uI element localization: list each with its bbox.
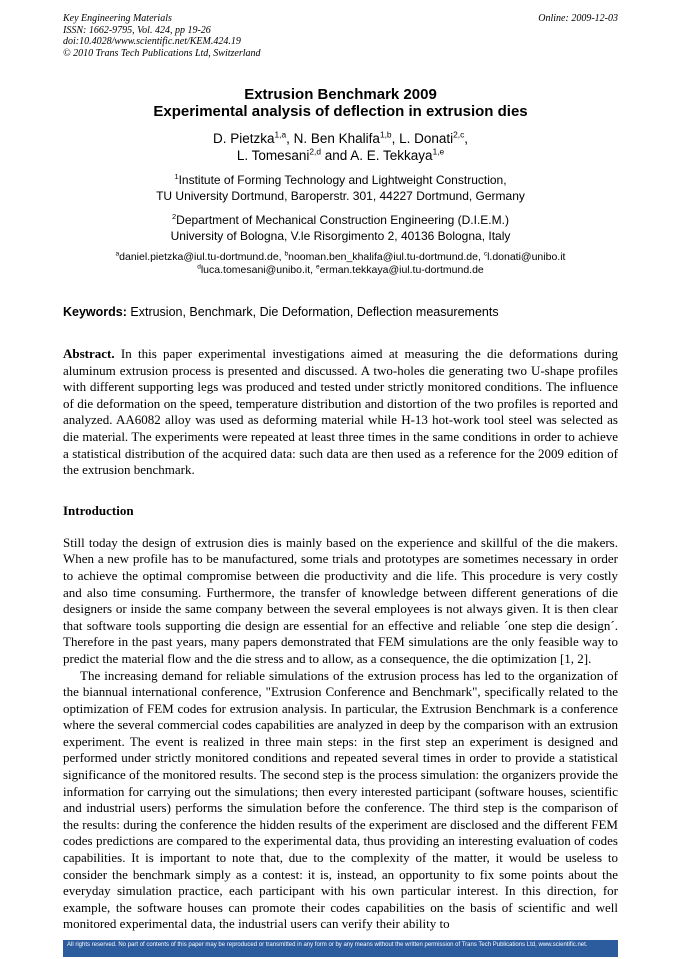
keywords-text: Extrusion, Benchmark, Die Deformation, Deflection measurements: [126, 305, 499, 319]
introduction-paragraph-1: Still today the design of extrusion dies is mainly based on the experience and skillful of the die makers. When a new profile has to be manufactured, some trials and prototypes are sometimes necessary in order to achieve the optimal compromise between die productivity and die life. This procedure is very costly and also time consuming. Furthermore, the transfer of knowledge between different generations of die designers or inside the same company between the several employees is not always given. It is then clear that software tools supporting die design are essential for an effective and reliable ´one step die design´. Therefore in the past years, many papers demonstrated that FEM simulations are the only feasible way to predict the material flow and the die stress and to allow, as a consequence, the die optimization [1, 2].: [63, 534, 618, 666]
issn-volume-line: ISSN: 1662-9795, Vol. 424, pp 19-26: [63, 24, 211, 36]
journal-name: Key Engineering Materials: [63, 13, 172, 24]
keywords-line: [63, 304, 618, 320]
authors-line2: L. Tomesani$^{2,d}$ and A. E. Tekkaya$^{1,e}$: [236, 146, 445, 163]
author-emails: [63, 251, 618, 277]
affiliation-2: [63, 213, 618, 244]
authors-line1: D. Pietzka$^{1,a}$, N. Ben Khalifa$^{1,b}$, L. Donati$^{2,c}$,: [212, 129, 469, 146]
introduction-paragraph-2: The increasing demand for reliable simulations of the extrusion process has led to the organization of the biannual international conference, "Extrusion Conference and Benchmark", specifically related to the optimization of FEM codes for extrusion analysis. In particular, the Extrusion Benchmark is a conference where the several commercial codes capabilities are analyzed in deep by the comparison with an extrusion experiment. The event is realized in three main steps: in the first step an experiment is designed and performed under strictly monitored conditions and repeated several times in order to provide a statistical significance of the monitored results. The second step is the process simulation: the organizers provide the information for carrying out the simulations; then every interested participant (software houses, scientific and industrial users) performs the simulation before the conference. The third step is the comparison of the results: during the conference the hidden results of the experiment are disclosed and the different FEM codes predictions are compared to the experimental data, thus providing an interesting evaluation of codes capabilities. It is important to note that, due to the complexity of the matter, it would be useless to consider the benchmark simply as a contest: it is, instead, an opportunity to fix some points about the everyday simulation practice, each participant with his own particular interest. In this direction, for example, the software houses can promote their codes capabilities on the basis of scientific and well monitored experimental data, the industrial users can verify their ability to: [63, 667, 618, 932]
authors-block: [63, 130, 618, 164]
doi-line: doi:10.4028/www.scientific.net/KEM.424.19: [63, 36, 241, 47]
paper-title-line2: Experimental analysis of deflection in extrusion dies: [153, 103, 528, 120]
affiliation-1-line2: TU University Dortmund, Baroperstr. 301, 44227 Dortmund, Germany: [156, 188, 525, 203]
abstract-text: In this paper experimental investigations aimed at measuring the die deformations during aluminum extrusion process is presented and discussed. A two-holes die generating two U-shape profiles with different supporting legs was produced and tested under strictly monitored conditions. The influence of die deformation on the speed, temperature distribution and distortion of the two profiles is reported and analyzed. AA6082 alloy was used as deforming material while H-13 hot-work tool steel was selected as die material. The experiments were repeated at least three times in the same conditions in order to achieve a statistical distribution of the acquired data: such data are then used as a reference for the 2009 edition of the extrusion benchmark.: [63, 346, 618, 478]
author-emails-line2: $^d$luca.tomesani@unibo.it, $^e$erman.tekkaya@iul.tu-dortmund.de: [197, 263, 484, 276]
section-heading-introduction: Introduction: [63, 502, 134, 518]
affiliation-2-line2: University of Bologna, V.le Risorgimento 2, 40136 Bologna, Italy: [170, 228, 511, 243]
affiliation-2-line1: $^2$Department of Mechanical Construction Engineering (D.I.E.M.): [172, 212, 509, 227]
author-emails-line1: $^a$daniel.pietzka@iul.tu-dortmund.de, $^b$nooman.ben_khalifa@iul.tu-dortmund.de, $^c$l.donati@unibo.it: [115, 250, 566, 263]
affiliation-1: [63, 173, 618, 204]
abstract-label: Abstract.: [63, 346, 115, 361]
footer-bar: [63, 940, 618, 957]
affiliation-1-line1: $^1$Institute of Forming Technology and Lightweight Construction,: [174, 172, 507, 187]
publisher-copyright-line: © 2010 Trans Tech Publications Ltd, Switzerland: [63, 47, 261, 59]
paper-title: [63, 86, 618, 120]
abstract-paragraph: [63, 346, 618, 479]
journal-header: [63, 13, 618, 59]
paper-title-line1: Extrusion Benchmark 2009: [244, 86, 437, 103]
journal-header-left: [63, 13, 261, 59]
footer-rights-text: All rights reserved. No part of contents of this paper may be reproduced or transmitted in any form or by any means without the written permission of Trans Tech Publications Ltd, www.scientific.net.: [67, 942, 588, 948]
keywords-label: Keywords:: [63, 305, 127, 319]
online-date: Online: 2009-12-03: [538, 13, 618, 24]
